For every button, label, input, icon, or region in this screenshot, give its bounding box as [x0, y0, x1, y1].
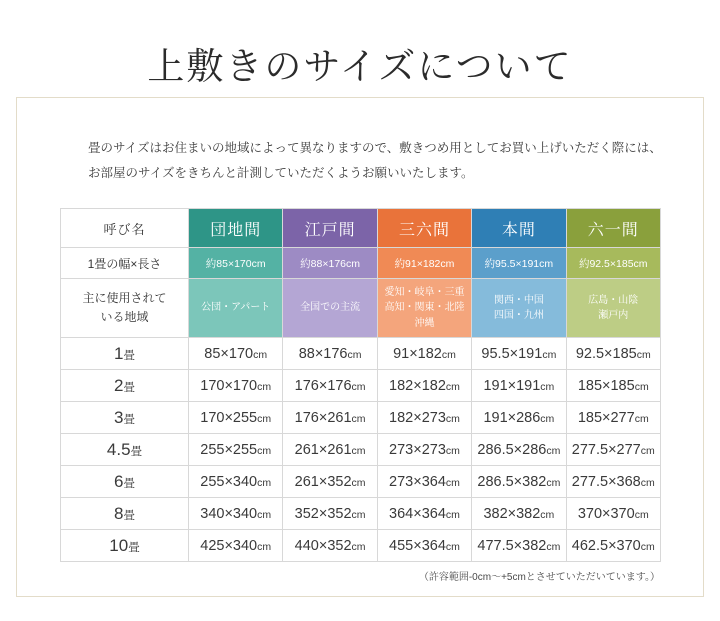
table-row: [61, 498, 661, 530]
row-label-regions: 主に使用されて いる地域: [61, 279, 189, 338]
single-size-cell-5: 約92.5×185cm: [566, 248, 660, 279]
header-cell-4: 本間: [472, 209, 566, 248]
row-label-4.5: 4.5畳: [61, 434, 189, 466]
size-cell: 340×340cm: [189, 498, 283, 530]
size-cell: 170×170cm: [189, 370, 283, 402]
region-cell-4: 関西・中国 四国・九州: [472, 279, 566, 338]
single-size-cell-4: 約95.5×191cm: [472, 248, 566, 279]
size-cell: 191×191cm: [472, 370, 566, 402]
size-cell: 185×277cm: [566, 402, 660, 434]
size-cell: 255×340cm: [189, 466, 283, 498]
table-row: [61, 530, 661, 562]
row-label-2: 2畳: [61, 370, 189, 402]
size-cell: 277.5×368cm: [566, 466, 660, 498]
size-cell: 440×352cm: [283, 530, 377, 562]
size-cell: 182×273cm: [377, 402, 471, 434]
header-cell-name: 呼び名: [61, 209, 189, 248]
size-cell: 255×255cm: [189, 434, 283, 466]
row-label-8: 8畳: [61, 498, 189, 530]
size-cell: 185×185cm: [566, 370, 660, 402]
table-row: [61, 466, 661, 498]
size-cell: 455×364cm: [377, 530, 471, 562]
table-row: [61, 434, 661, 466]
size-cell: 170×255cm: [189, 402, 283, 434]
size-cell: 273×273cm: [377, 434, 471, 466]
header-cell-1: 団地間: [189, 209, 283, 248]
header-cell-3: 三六間: [377, 209, 471, 248]
size-cell: 462.5×370cm: [566, 530, 660, 562]
table-row: [61, 338, 661, 370]
size-cell: 425×340cm: [189, 530, 283, 562]
size-cell: 286.5×382cm: [472, 466, 566, 498]
row-single-tatami-size: [61, 248, 661, 279]
size-cell: 85×170cm: [189, 338, 283, 370]
size-cell: 370×370cm: [566, 498, 660, 530]
header-cell-2: 江戸間: [283, 209, 377, 248]
table-row: [61, 370, 661, 402]
row-label-6: 6畳: [61, 466, 189, 498]
tolerance-note: （許容範囲-0cm〜+5cmとさせていただいています。）: [418, 572, 660, 583]
tatami-size-table: [60, 208, 661, 562]
row-regions: [61, 279, 661, 338]
lead-line-2: お部屋のサイズをきちんと計測していただくようお願いいたします。: [88, 166, 474, 180]
size-cell: 277.5×277cm: [566, 434, 660, 466]
table-header-row: [61, 209, 661, 248]
size-cell: 95.5×191cm: [472, 338, 566, 370]
size-cell: 91×182cm: [377, 338, 471, 370]
row-label-1: 1畳: [61, 338, 189, 370]
size-cell: 176×261cm: [283, 402, 377, 434]
size-cell: 261×352cm: [283, 466, 377, 498]
size-cell: 261×261cm: [283, 434, 377, 466]
size-cell: 286.5×286cm: [472, 434, 566, 466]
single-size-cell-2: 約88×176cm: [283, 248, 377, 279]
region-cell-1: 公団・アパート: [189, 279, 283, 338]
row-label-3: 3畳: [61, 402, 189, 434]
single-size-cell-1: 約85×170cm: [189, 248, 283, 279]
size-cell: 92.5×185cm: [566, 338, 660, 370]
size-cell: 88×176cm: [283, 338, 377, 370]
size-cell: 191×286cm: [472, 402, 566, 434]
size-cell: 182×182cm: [377, 370, 471, 402]
lead-line-1: 畳のサイズはお住まいの地域によって異なりますので、敷きつめ用としてお買い上げいただく際には、: [88, 141, 662, 155]
row-label-10: 10畳: [61, 530, 189, 562]
size-cell: 382×382cm: [472, 498, 566, 530]
region-cell-2: 全国での主流: [283, 279, 377, 338]
table-row: [61, 402, 661, 434]
header-cell-5: 六一間: [566, 209, 660, 248]
size-cell: 352×352cm: [283, 498, 377, 530]
size-cell: 477.5×382cm: [472, 530, 566, 562]
region-cell-3: 愛知・岐阜・三重 高知・関東・北陸 沖縄: [377, 279, 471, 338]
row-label-single-size: 1畳の幅×長さ: [61, 248, 189, 279]
size-cell: 176×176cm: [283, 370, 377, 402]
single-size-cell-3: 約91×182cm: [377, 248, 471, 279]
region-cell-5: 広島・山陰 瀬戸内: [566, 279, 660, 338]
size-cell: 364×364cm: [377, 498, 471, 530]
size-cell: 273×364cm: [377, 466, 471, 498]
lead-text: [88, 136, 662, 186]
page-title: 上敷きのサイズについて: [147, 47, 573, 88]
